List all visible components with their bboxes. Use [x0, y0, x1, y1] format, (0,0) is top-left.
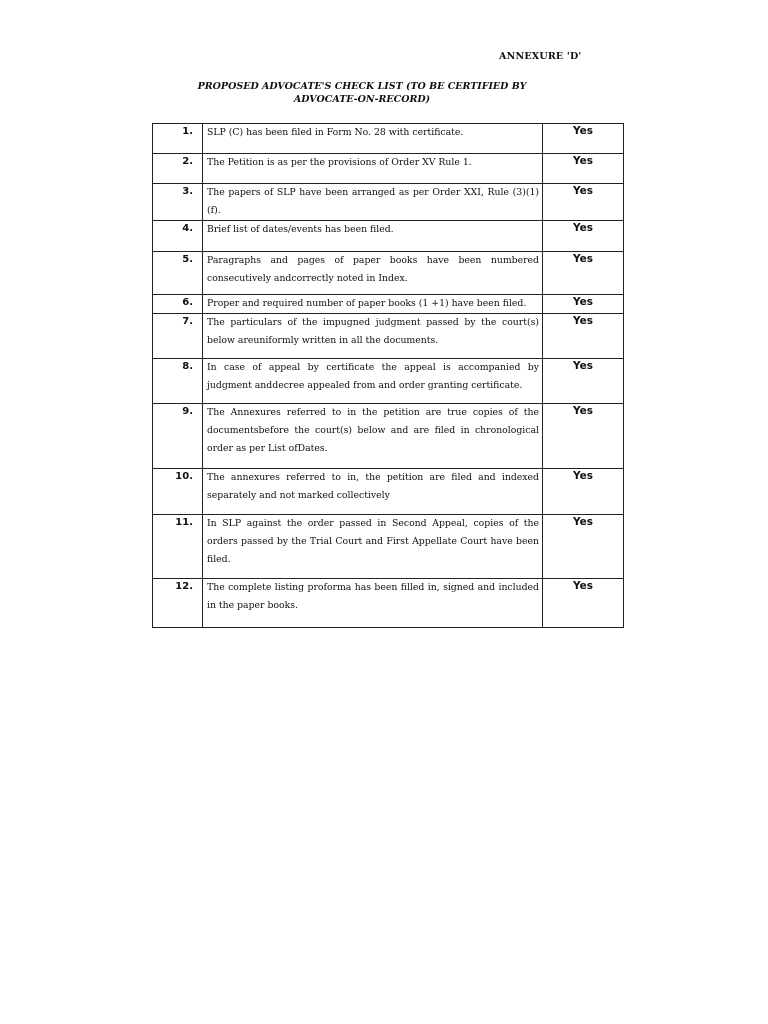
- row-text: Brief list of dates/events has been filed.: [203, 221, 543, 252]
- table-row: [153, 184, 624, 221]
- row-answer: Yes: [543, 124, 624, 154]
- row-number: 4.: [153, 221, 203, 252]
- row-number: 8.: [153, 359, 203, 404]
- table-row: [153, 469, 624, 515]
- row-text: The complete listing proforma has been filled in, signed and included in the paper books.: [203, 579, 543, 628]
- row-answer: Yes: [543, 295, 624, 314]
- row-answer: Yes: [543, 184, 624, 221]
- table-row: [153, 124, 624, 154]
- row-text: In SLP against the order passed in Second Appeal, copies of the orders passed by the Trial Court and First Appellate Court have been filed.: [203, 515, 543, 579]
- row-answer: Yes: [543, 154, 624, 184]
- row-text: The papers of SLP have been arranged as per Order XXI, Rule (3)(1)(f).: [203, 184, 543, 221]
- row-text: Proper and required number of paper books (1 +1) have been filed.: [203, 295, 543, 314]
- document-title: [190, 80, 534, 106]
- row-number: 10.: [153, 469, 203, 515]
- table-row: [153, 314, 624, 359]
- title-line-1: PROPOSED ADVOCATE'S CHECK LIST (TO BE CERTIFIED BY: [197, 81, 527, 92]
- row-number: 3.: [153, 184, 203, 221]
- row-answer: Yes: [543, 359, 624, 404]
- row-number: 9.: [153, 404, 203, 469]
- row-text: The Petition is as per the provisions of Order XV Rule 1.: [203, 154, 543, 184]
- table-row: [153, 359, 624, 404]
- row-text: The Annexures referred to in the petition are true copies of the documentsbefore the court(s) below and are filed in chronological order as per List ofDates.: [203, 404, 543, 469]
- row-answer: Yes: [543, 252, 624, 295]
- table-row: [153, 221, 624, 252]
- table-row: [153, 295, 624, 314]
- row-text: The particulars of the impugned judgment passed by the court(s) below areuniformly written in all the documents.: [203, 314, 543, 359]
- row-number: 11.: [153, 515, 203, 579]
- table-row: [153, 154, 624, 184]
- row-answer: Yes: [543, 221, 624, 252]
- table-row: [153, 579, 624, 628]
- row-text: In case of appeal by certificate the appeal is accompanied by judgment anddecree appealed from and order granting certificate.: [203, 359, 543, 404]
- annexure-label: ANNEXURE 'D': [499, 51, 582, 62]
- row-number: 12.: [153, 579, 203, 628]
- row-answer: Yes: [543, 404, 624, 469]
- row-answer: Yes: [543, 469, 624, 515]
- checklist-table: [152, 123, 624, 628]
- title-line-2: ADVOCATE-ON-RECORD): [293, 94, 431, 105]
- row-text: Paragraphs and pages of paper books have been numbered consecutively andcorrectly noted in Index.: [203, 252, 543, 295]
- row-answer: Yes: [543, 515, 624, 579]
- row-answer: Yes: [543, 314, 624, 359]
- row-number: 1.: [153, 124, 203, 154]
- row-number: 6.: [153, 295, 203, 314]
- row-text: The annexures referred to in, the petition are filed and indexed separately and not marked collectively: [203, 469, 543, 515]
- row-number: 7.: [153, 314, 203, 359]
- row-number: 2.: [153, 154, 203, 184]
- row-number: 5.: [153, 252, 203, 295]
- row-text: SLP (C) has been filed in Form No. 28 with certificate.: [203, 124, 543, 154]
- table-row: [153, 404, 624, 469]
- table-row: [153, 515, 624, 579]
- row-answer: Yes: [543, 579, 624, 628]
- table-row: [153, 252, 624, 295]
